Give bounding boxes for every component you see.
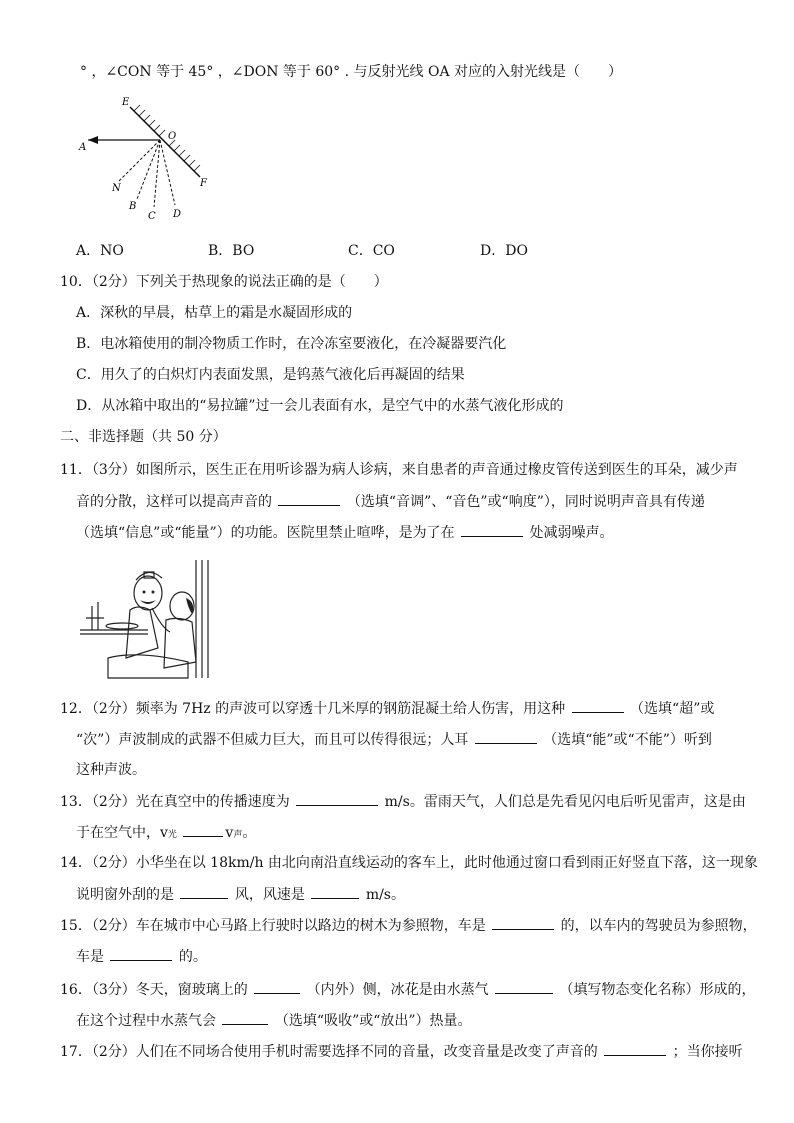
- label-E: E: [122, 97, 130, 108]
- q9-option-a: A．NO: [76, 243, 124, 259]
- answer-blank[interactable]: [461, 522, 523, 537]
- q10-option-c: C．用久了的白炽灯内表面发黑，是钨蒸气液化后再凝固的结果: [76, 367, 465, 383]
- q9-option-c: C．CO: [348, 243, 395, 259]
- q16-text: 在这个过程中水蒸气会: [76, 1013, 216, 1029]
- q9-option-d: D．DO: [480, 243, 528, 259]
- subscript-light: 光: [167, 830, 177, 840]
- q14-text: 说明窗外刮的是: [76, 887, 174, 903]
- answer-blank[interactable]: [475, 729, 537, 744]
- q10-option-b: B．电冰箱使用的制冷物质工作时，在冷冻室要液化，在冷凝器要汽化: [76, 336, 507, 352]
- q13-line-1: [60, 791, 746, 812]
- q12-text: （选填“能”或“不能”）听到: [543, 732, 712, 748]
- q13-line-2: [76, 822, 256, 845]
- q16-text: 16．（3分）冬天，窗玻璃上的: [60, 982, 248, 998]
- subscript-sound: 声: [233, 830, 243, 840]
- q17-text: ；当你接听: [672, 1044, 743, 1060]
- q14-text: 风，风速是: [234, 887, 305, 903]
- q10-option-d: D．从冰箱中取出的“易拉罐”过一会儿表面有水，是空气中的水蒸气液化形成的: [76, 398, 564, 414]
- answer-blank[interactable]: [604, 1041, 666, 1056]
- answer-blank[interactable]: [183, 822, 223, 837]
- q12-text: （选填“超”或: [630, 701, 715, 717]
- q16-line-1: [60, 979, 756, 1000]
- q9-stem-line: ° ，∠CON 等于 45° ，∠DON 等于 60° . 与反射光线 OA 对应的入射光线是（ ）: [80, 64, 623, 80]
- q12-line-1: [60, 698, 714, 719]
- q15-line-2: [76, 946, 207, 967]
- doctor-stethoscope-illustration: [78, 558, 220, 680]
- answer-blank[interactable]: [180, 884, 228, 899]
- label-C: C: [148, 211, 156, 222]
- q12-text: “次”）声波制成的武器不但威力巨大，而且可以传得很远；人耳: [76, 732, 469, 748]
- label-D: D: [173, 209, 182, 220]
- q11-line-2: [76, 491, 705, 512]
- q15-line-1: [60, 915, 757, 936]
- q15-text: 的，以车内的驾驶员为参照物，: [560, 918, 757, 934]
- q14-text: m/s。: [365, 887, 405, 903]
- q13-text: 13．（2分）光在真空中的传播速度为: [60, 794, 290, 810]
- q16-line-2: [76, 1010, 472, 1031]
- q16-text: （填写物态变化名称）形成的，: [559, 982, 756, 998]
- q16-text: （选填“吸收”或“放出”）热量。: [274, 1013, 472, 1029]
- q10-stem: 10．（2分）下列关于热现象的说法正确的是（ ）: [60, 274, 388, 290]
- label-O: O: [168, 131, 177, 142]
- section-heading: 二、非选择题（共 50 分）: [60, 429, 227, 445]
- q13-text: 于在空气中，v: [76, 825, 168, 841]
- answer-blank[interactable]: [254, 979, 300, 994]
- q12-line-3: 这种声波。: [76, 762, 146, 778]
- q14-line-1: 14．（2分）小华坐在以 18km/h 由北向南沿直线运动的客车上，此时他通过窗口看到雨正好竖直下落，这一现象: [60, 855, 758, 871]
- q17-text: 17．（2分）人们在不同场合使用手机时需要选择不同的音量，改变音量是改变了声音的: [60, 1044, 598, 1060]
- answer-blank[interactable]: [296, 791, 378, 806]
- label-F: F: [200, 178, 207, 189]
- answer-blank[interactable]: [311, 884, 359, 899]
- q13-text: v: [225, 825, 234, 841]
- answer-blank[interactable]: [495, 979, 553, 994]
- q11-text: 处减弱噪声。: [529, 525, 614, 541]
- answer-blank[interactable]: [222, 1010, 268, 1025]
- q14-line-2: [76, 884, 405, 905]
- label-N: N: [112, 183, 121, 194]
- answer-blank[interactable]: [572, 698, 624, 713]
- answer-blank[interactable]: [492, 915, 554, 930]
- q13-text: m/s。雷雨天气，人们总是先看见闪电后听见雷声，这是由: [384, 794, 746, 810]
- q15-text: 15．（2分）车在城市中心马路上行驶时以路边的树木为参照物，车是: [60, 918, 486, 934]
- answer-blank[interactable]: [110, 946, 172, 961]
- q11-text: 音的分散，这样可以提高声音的: [76, 494, 272, 510]
- q15-text: 车是: [76, 949, 104, 965]
- reflection-figure: [72, 95, 222, 225]
- label-B: B: [129, 201, 137, 212]
- label-A: A: [79, 142, 87, 153]
- q13-text: 。: [242, 825, 257, 841]
- answer-blank[interactable]: [278, 491, 340, 506]
- q11-text: （选填“信息”或“能量”）的功能。医院里禁止喧哗，是为了在: [76, 525, 455, 541]
- q16-text: （内外）侧，冰花是由水蒸气: [306, 982, 489, 998]
- q11-line-1: 11．（3分）如图所示，医生正在用听诊器为病人诊病，来自患者的声音通过橡皮管传送到医生的耳朵，减少声: [60, 462, 738, 478]
- q12-line-2: [76, 729, 712, 750]
- q12-text: 12．（2分）频率为 7Hz 的声波可以穿透十几米厚的钢筋混凝土给人伤害，用这种: [60, 701, 566, 717]
- q17-line-1: [60, 1041, 743, 1062]
- q15-text: 的。: [178, 949, 207, 965]
- q10-option-a: A．深秋的早晨，枯草上的霜是水凝固形成的: [76, 305, 353, 321]
- q9-option-b: B．BO: [208, 243, 255, 259]
- q11-line-3: [76, 522, 614, 543]
- q11-text: （选填“音调”、“音色”或“响度”），同时说明声音具有传递: [346, 494, 705, 510]
